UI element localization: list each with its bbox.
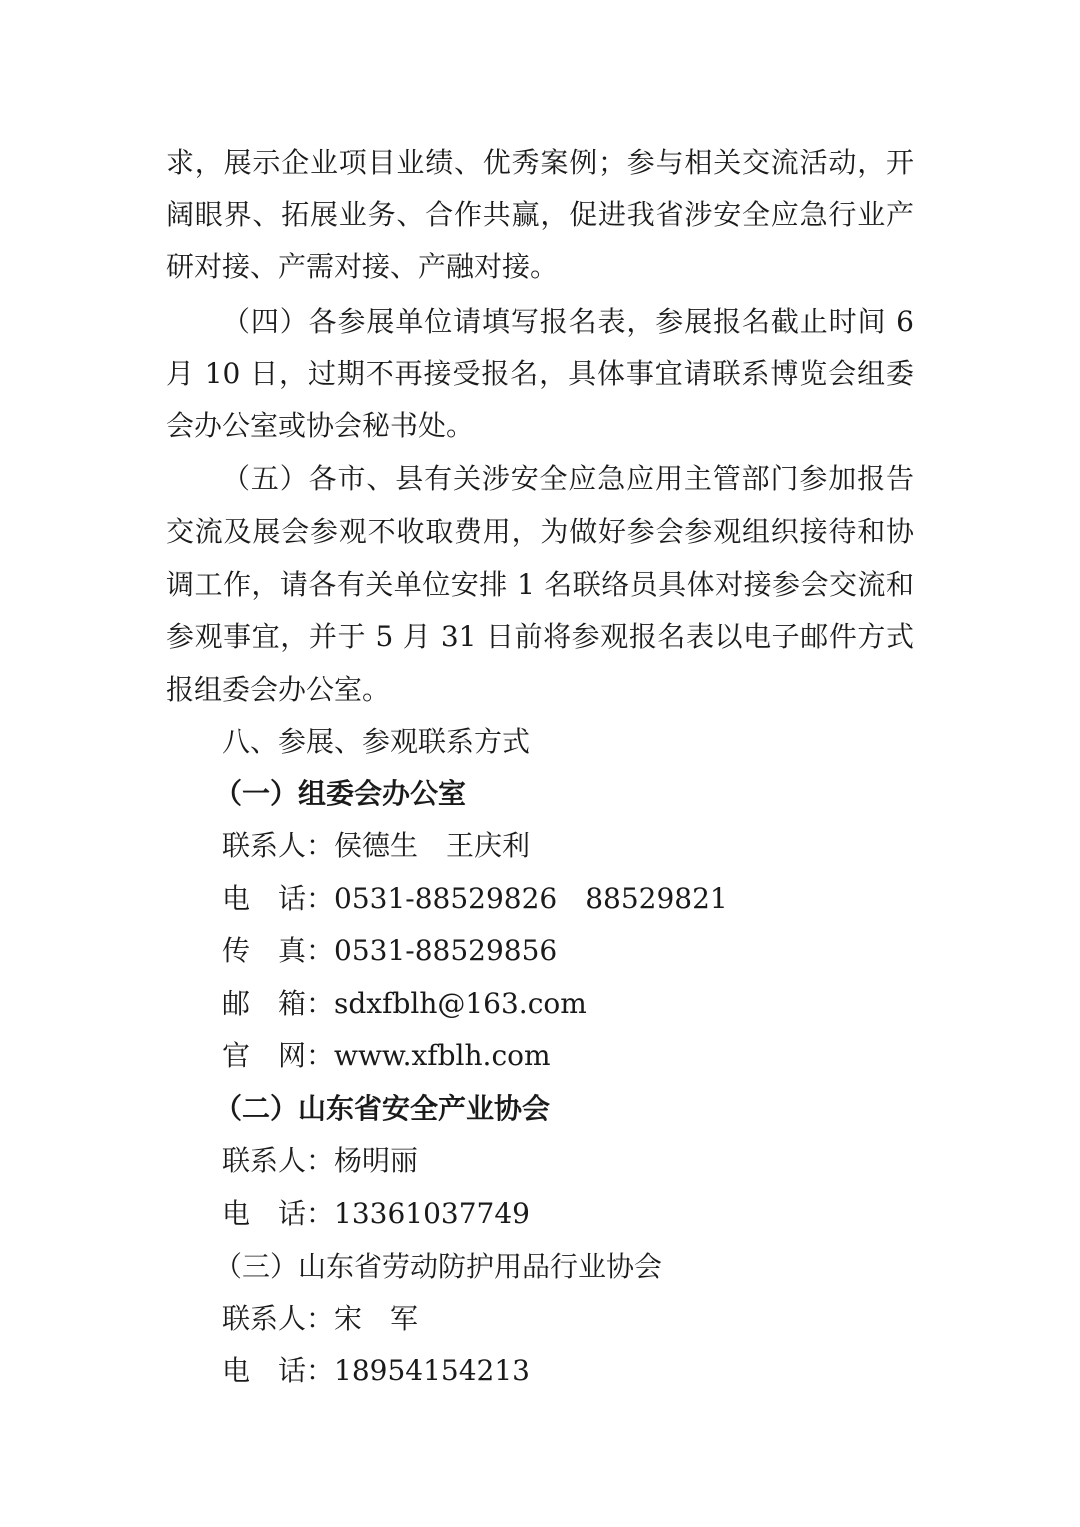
section-heading: 八、参展、参观联系方式: [222, 725, 531, 758]
paragraph-four-line: （四）各参展单位请填写报名表，参展报名截止时间 6: [222, 305, 914, 338]
labor-assoc-title: （三）山东省劳动防护用品行业协会: [214, 1250, 663, 1283]
office-phone: 电 话：0531-88529826 88529821: [222, 882, 728, 915]
paragraph-line: 求，展示企业项目业绩、优秀案例；参与相关交流活动，开: [166, 146, 914, 179]
paragraph-five-line: 报组委会办公室。: [166, 673, 391, 706]
paragraph-five-line: 交流及展会参观不收取费用，为做好参会参观组织接待和协: [166, 515, 914, 548]
office-contact: 联系人：侯德生 王庆利: [222, 829, 531, 862]
paragraph-four-line: 会办公室或协会秘书处。: [166, 409, 475, 442]
office-email: 邮 箱：sdxfblh@163.com: [222, 987, 587, 1020]
safety-assoc-phone: 电 话：13361037749: [222, 1197, 530, 1230]
paragraph-four-line: 月 10 日，过期不再接受报名，具体事宜请联系博览会组委: [166, 357, 914, 390]
office-fax: 传 真：0531-88529856: [222, 934, 558, 967]
paragraph-five-line: 参观事宜，并于 5 月 31 日前将参观报名表以电子邮件方式: [166, 620, 914, 653]
office-website: 官 网：www.xfblh.com: [222, 1039, 551, 1072]
office-title: （一）组委会办公室: [214, 777, 467, 810]
paragraph-five-line: （五）各市、县有关涉安全应急应用主管部门参加报告: [222, 462, 914, 495]
labor-assoc-phone: 电 话：18954154213: [222, 1354, 530, 1387]
safety-assoc-title: （二）山东省安全产业协会: [214, 1092, 551, 1125]
paragraph-line: 阔眼界、拓展业务、合作共赢，促进我省涉安全应急行业产: [166, 198, 914, 231]
paragraph-five-line: 调工作，请各有关单位安排 1 名联络员具体对接参会交流和: [166, 568, 914, 601]
labor-assoc-contact: 联系人：宋 军: [222, 1302, 419, 1335]
paragraph-line: 研对接、产需对接、产融对接。: [166, 250, 559, 283]
safety-assoc-contact: 联系人：杨明丽: [222, 1144, 419, 1177]
